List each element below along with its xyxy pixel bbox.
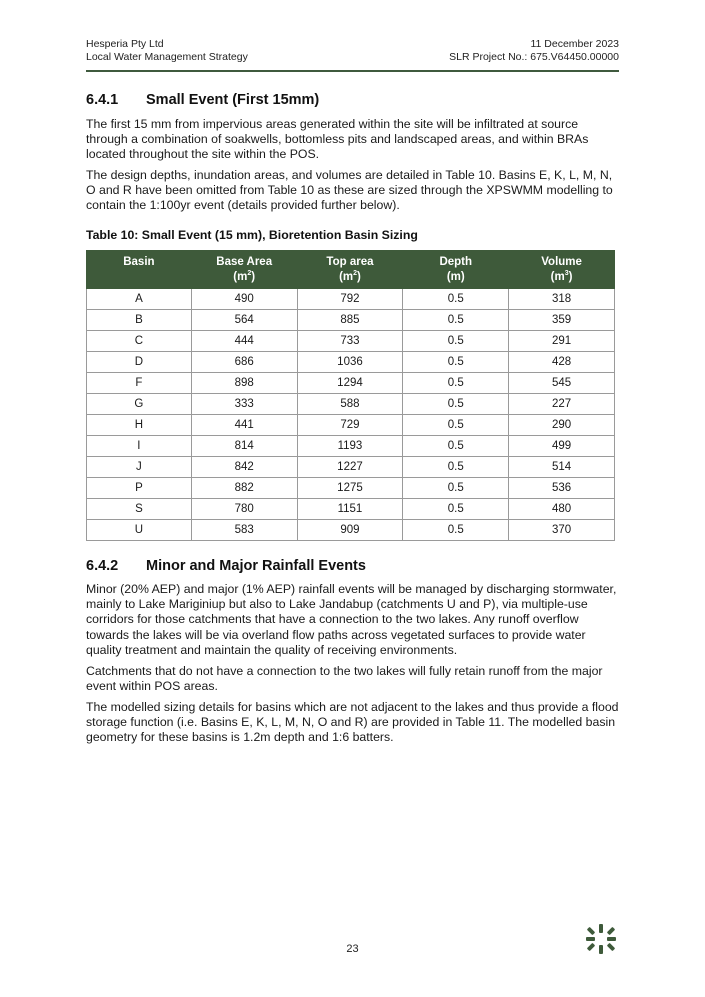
paragraph: The modelled sizing details for basins which are not adjacent to the lakes and thus provide a flood storage function (i.e. Basins E, K, L, M, N, O and R) are provided in Table 11. The modelled basin geometry for these basins is 1.2m depth and 1:6 batters.	[86, 700, 619, 745]
cell-depth: 0.5	[403, 373, 509, 394]
col-header-basin: Basin	[87, 251, 192, 289]
cell-base-area: 780	[191, 499, 297, 520]
cell-volume: 499	[509, 436, 615, 457]
table-header-row	[87, 251, 615, 289]
cell-basin: J	[87, 457, 192, 478]
cell-base-area: 441	[191, 415, 297, 436]
cell-volume: 359	[509, 310, 615, 331]
cell-base-area: 882	[191, 478, 297, 499]
paragraph: Minor (20% AEP) and major (1% AEP) rainfall events will be managed by discharging stormwater, mainly to Lake Mariginiup but also to Lake Jandabup (catchments U and P), via multiple-use corridors for those catchments that have a connection to the two lakes. Any runoff overflow towards the lakes will be via overland flow paths across vegetated surfaces to provide water quality treatment and maintain the quality of receiving environments.	[86, 582, 617, 657]
section-title: Minor and Major Rainfall Events	[146, 558, 366, 574]
cell-basin: A	[87, 289, 192, 310]
cell-base-area: 814	[191, 436, 297, 457]
cell-top-area: 1275	[297, 478, 403, 499]
col-header-volume: Volume $(m^3)$	[509, 251, 615, 289]
cell-top-area: 1227	[297, 457, 403, 478]
cell-volume: 370	[509, 520, 615, 541]
cell-basin: P	[87, 478, 192, 499]
cell-top-area: 1294	[297, 373, 403, 394]
header-company: Hesperia Pty Ltd	[86, 38, 164, 50]
table-row	[87, 436, 615, 457]
cell-depth: 0.5	[403, 499, 509, 520]
section-number: 6.4.2	[86, 558, 119, 574]
cell-top-area: 909	[297, 520, 403, 541]
header-doc-title: Local Water Management Strategy	[86, 51, 248, 63]
col-header-depth: Depth (m)	[403, 251, 509, 289]
cell-volume: 480	[509, 499, 615, 520]
cell-basin: H	[87, 415, 192, 436]
section-heading-6-4-2	[86, 558, 366, 574]
cell-basin: C	[87, 331, 192, 352]
table-row	[87, 394, 615, 415]
cell-basin: U	[87, 520, 192, 541]
page-header	[86, 38, 619, 72]
table-row	[87, 289, 615, 310]
paragraph: The design depths, inundation areas, and volumes are detailed in Table 10. Basins E, K, L, M, N, O and R have been omitted from Table 10 as these are sized through the XPSWMM modelling to contain the 1:100yr event (details provided further below).	[86, 168, 613, 213]
cell-volume: 290	[509, 415, 615, 436]
cell-base-area: 333	[191, 394, 297, 415]
section-heading-6-4-1	[86, 92, 319, 108]
cell-basin: F	[87, 373, 192, 394]
table-row	[87, 310, 615, 331]
header-project: SLR Project No.: 675.V64450.00000	[449, 51, 619, 63]
table-row	[87, 352, 615, 373]
cell-top-area: 588	[297, 394, 403, 415]
cell-basin: B	[87, 310, 192, 331]
cell-basin: G	[87, 394, 192, 415]
cell-depth: 0.5	[403, 478, 509, 499]
table-row	[87, 499, 615, 520]
cell-basin: I	[87, 436, 192, 457]
cell-volume: 291	[509, 331, 615, 352]
slr-logo-icon	[585, 923, 617, 955]
cell-base-area: 898	[191, 373, 297, 394]
cell-top-area: 729	[297, 415, 403, 436]
basin-sizing-table	[86, 250, 615, 541]
col-header-top-area: Top area $(m^2)$	[297, 251, 403, 289]
cell-top-area: 792	[297, 289, 403, 310]
section-title: Small Event (First 15mm)	[146, 92, 320, 108]
cell-depth: 0.5	[403, 310, 509, 331]
cell-basin: S	[87, 499, 192, 520]
cell-base-area: 583	[191, 520, 297, 541]
section-number: 6.4.1	[86, 92, 119, 108]
cell-depth: 0.5	[403, 289, 509, 310]
cell-volume: 514	[509, 457, 615, 478]
table-row	[87, 331, 615, 352]
cell-top-area: 885	[297, 310, 403, 331]
paragraph: The first 15 mm from impervious areas generated within the site will be infiltrated at source through a combination of soakwells, bottomless pits and landscaped areas, and within BRAs located throughout the site within the POS.	[86, 117, 589, 162]
cell-top-area: 1036	[297, 352, 403, 373]
cell-volume: 428	[509, 352, 615, 373]
cell-depth: 0.5	[403, 520, 509, 541]
table-row	[87, 457, 615, 478]
cell-depth: 0.5	[403, 415, 509, 436]
cell-top-area: 733	[297, 331, 403, 352]
cell-volume: 227	[509, 394, 615, 415]
page-number: 23	[346, 943, 359, 955]
table-row	[87, 520, 615, 541]
cell-depth: 0.5	[403, 394, 509, 415]
cell-volume: 536	[509, 478, 615, 499]
cell-depth: 0.5	[403, 352, 509, 373]
cell-base-area: 686	[191, 352, 297, 373]
paragraph: Catchments that do not have a connection to the two lakes will fully retain runoff from the major event within POS areas.	[86, 664, 603, 694]
cell-base-area: 842	[191, 457, 297, 478]
cell-top-area: 1151	[297, 499, 403, 520]
cell-base-area: 564	[191, 310, 297, 331]
table-row	[87, 373, 615, 394]
cell-depth: 0.5	[403, 331, 509, 352]
header-date: 11 December 2023	[530, 38, 619, 50]
cell-depth: 0.5	[403, 457, 509, 478]
col-header-base-area: Base Area $(m^2)$	[191, 251, 297, 289]
cell-top-area: 1193	[297, 436, 403, 457]
cell-volume: 318	[509, 289, 615, 310]
cell-depth: 0.5	[403, 436, 509, 457]
table-row	[87, 415, 615, 436]
cell-base-area: 490	[191, 289, 297, 310]
cell-base-area: 444	[191, 331, 297, 352]
table-caption: Table 10: Small Event (15 mm), Bioretention Basin Sizing	[86, 228, 418, 242]
cell-basin: D	[87, 352, 192, 373]
table-row	[87, 478, 615, 499]
cell-volume: 545	[509, 373, 615, 394]
